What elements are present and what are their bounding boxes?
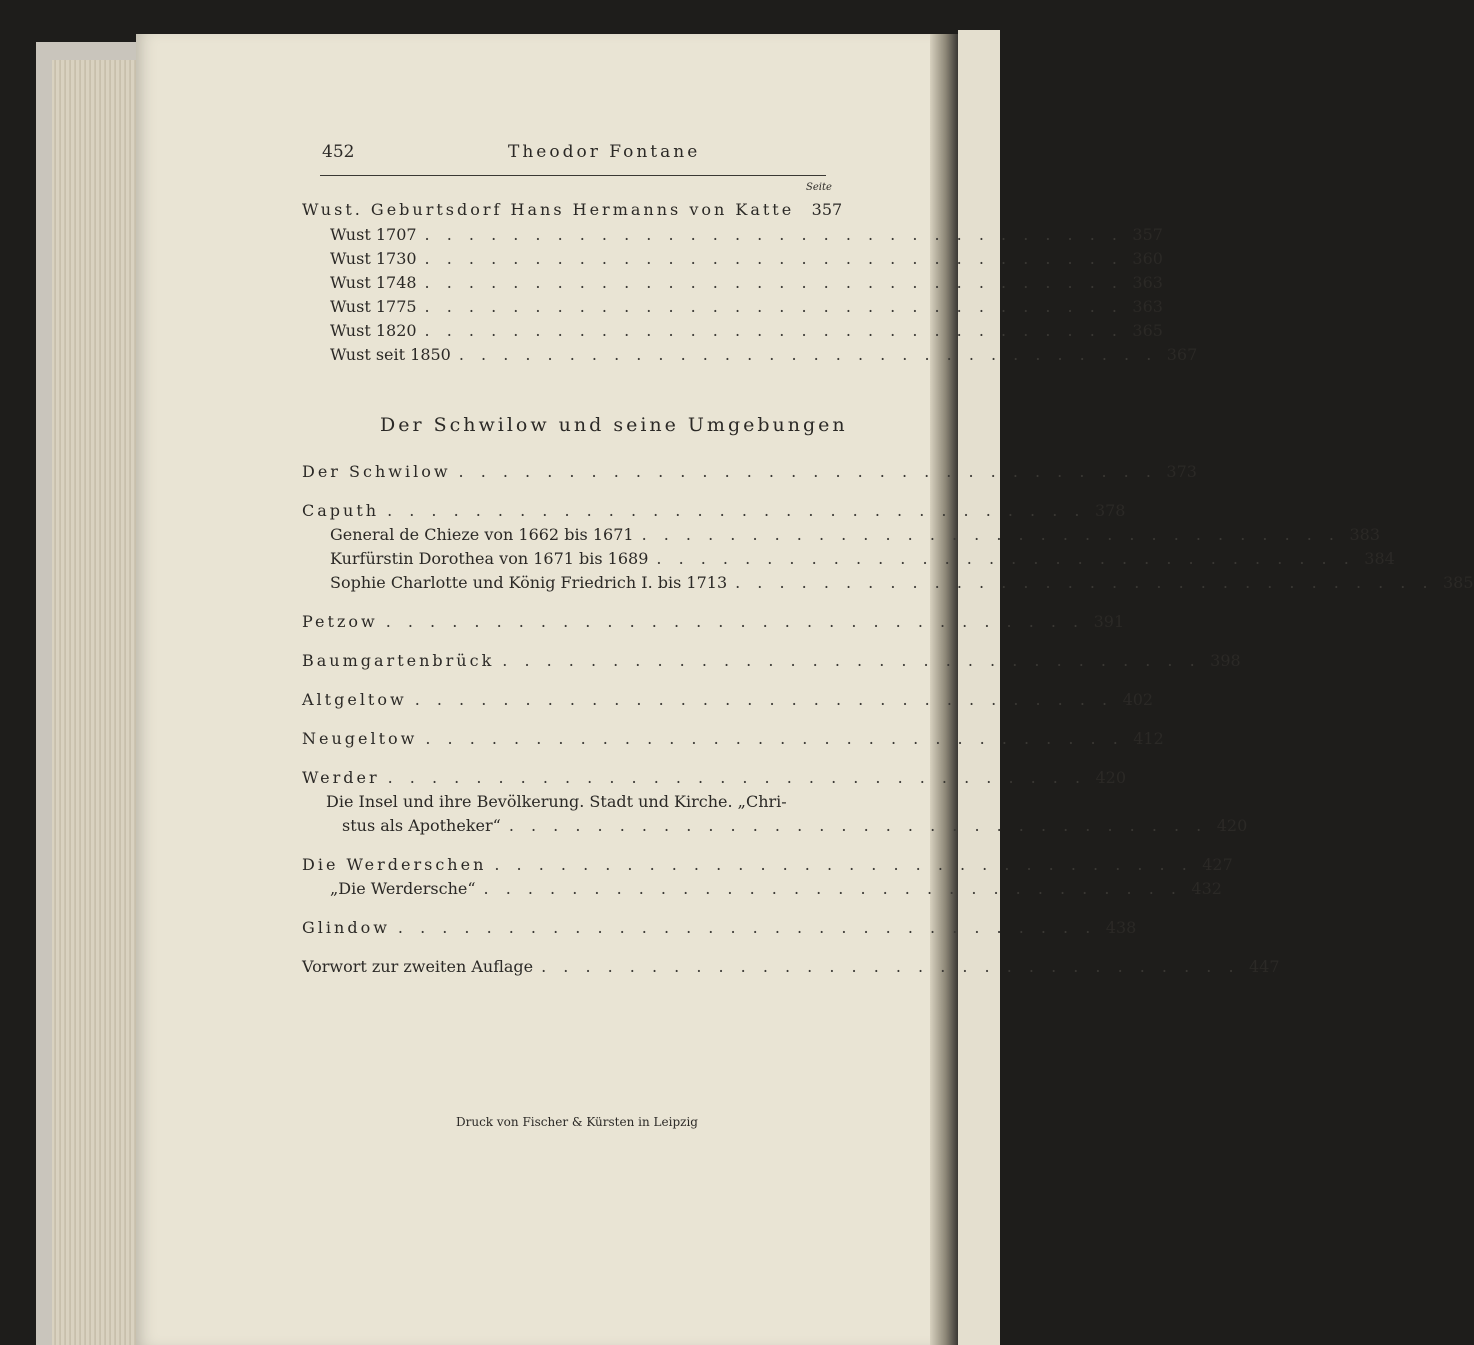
entry-page: 412 [1133,729,1164,748]
toc-entry [302,651,1241,675]
entry-title: Kurfürstin Dorothea von 1671 bis 1689 [330,549,649,568]
page-edges [52,60,136,1345]
entry-page: 447 [1248,957,1280,976]
entry-title: Die Werderschen [302,855,487,874]
printer-note: Druck von Fischer & Kürsten in Leipzig [456,1115,698,1129]
leader-dots: . . . . . . . . . . . . . . . . . . . . . . . . . . . . . . . . [641,525,1340,544]
toc-subentry [330,321,1163,345]
entry-page: 384 [1364,549,1395,568]
toc-entry [302,501,1126,525]
entry-title: Sophie Charlotte und König Friedrich I. bis 1713 [330,573,728,592]
running-head-author: Theodor Fontane [508,142,701,162]
entry-page: 420 [1216,816,1248,835]
entry-title: Wust seit 1850 [330,345,451,364]
entry-title: Wust 1730 [330,249,417,268]
entry-title: Baumgartenbrück [302,651,495,670]
leader-dots: . . . . . . . . . . . . . . . . . . . . . . . . . . . . . . . . [385,612,1085,631]
toc-entry [302,612,1125,636]
section-title: Der Schwilow und seine Umgebungen [380,414,848,436]
toc-entry [302,855,1233,879]
leader-dots: . . . . . . . . . . . . . . . . . . . . . . . . . . . . . . . . [414,690,1114,709]
entry-page: 365 [1132,321,1163,340]
toc-subentry [330,249,1163,273]
toc-entry [302,462,1197,486]
toc-subentry [330,297,1163,321]
leader-dots: . . . . . . . . . . . . . . . . . . . . . . . . . . . . . . . . [387,768,1087,787]
leader-dots: . . . . . . . . . . . . . . . . . . . . . . . . . . . . . . . . [735,573,1434,592]
toc-subentry [330,879,1222,903]
leader-dots: . . . . . . . . . . . . . . . . . . . . . . . . . . . . . . . . [425,729,1124,748]
entry-page: 385 [1443,573,1474,592]
leader-dots: . . . . . . . . . . . . . . . . . . . . . . . . . . . . . . . . [424,297,1123,316]
entry-page: 363 [1132,297,1163,316]
toc-subentry [330,525,1380,549]
entry-title: Wust. Geburtsdorf Hans Hermanns von Katte [302,200,795,219]
leader-dots: . . . . . . . . . . . . . . . . . . . . . . . . . . . . . . . . [387,501,1086,520]
toc-entry [302,690,1154,714]
toc-entry [302,729,1164,753]
toc-subentry [330,345,1198,369]
leader-dots: . . . . . . . . . . . . . . . . . . . . . . . . . . . . . . . . [508,816,1208,835]
entry-title: Neugeltow [302,729,418,748]
entry-page: 373 [1166,462,1197,481]
entry-page: 432 [1191,879,1222,898]
toc-subentry [342,816,1248,840]
entry-page: 363 [1132,273,1163,292]
entry-page: 398 [1210,651,1241,670]
entry-title: General de Chieze von 1662 bis 1671 [330,525,634,544]
leader-dots: . . . . . . . . . . . . . . . . . . . . . . . . . . . . . . . . [424,273,1123,292]
entry-title: „Die Werdersche“ [330,879,476,898]
toc-subentry [330,549,1395,573]
entry-page: 420 [1095,768,1127,787]
running-head [322,140,842,170]
header-rule [320,175,826,176]
entry-title: Vorwort zur zweiten Auflage [302,957,534,976]
leader-dots: . . . . . . . . . . . . . . . . . . . . . . . . . . . . . . . . [424,249,1123,268]
leader-dots: . . . . . . . . . . . . . . . . . . . . . . . . . . . . . . . . [458,345,1158,364]
leader-dots: . . . . . . . . . . . . . . . . . . . . . . . . . . . . . . . . [424,321,1123,340]
entry-page: 360 [1132,249,1163,268]
toc-entry [302,768,1127,792]
entry-page: 367 [1166,345,1198,364]
entry-title: stus als Apotheker“ [342,816,501,835]
entry-title: Wust 1707 [330,225,417,244]
leader-dots: . . . . . . . . . . . . . . . . . . . . . . . . . . . . . . . . [397,918,1097,937]
leader-dots: . . . . . . . . . . . . . . . . . . . . . . . . . . . . . . . . [424,225,1123,244]
entry-page: 357 [1132,225,1163,244]
leader-dots: . . . . . . . . . . . . . . . . . . . . . . . . . . . . . . . . [541,957,1240,976]
entry-title: Wust 1775 [330,297,417,316]
page-column-label: Seite [806,182,832,193]
leader-dots: . . . . . . . . . . . . . . . . . . . . . . . . . . . . . . . . [494,855,1193,874]
leader-dots: . . . . . . . . . . . . . . . . . . . . . . . . . . . . . . . . [656,549,1355,568]
entry-title: Wust 1820 [330,321,417,340]
entry-page: 383 [1349,525,1380,544]
toc-subentry [330,273,1163,297]
entry-page: 427 [1202,855,1233,874]
entry-title: Petzow [302,612,378,631]
entry-page: 438 [1105,918,1137,937]
entry-page: 402 [1122,690,1154,709]
entry-page: 378 [1094,501,1126,520]
entry-title: Glindow [302,918,390,937]
toc-entry [302,200,843,224]
toc-entry [302,957,1280,981]
entry-title: Caputh [302,501,380,520]
entry-page: 391 [1093,612,1125,631]
leader-dots: . . . . . . . . . . . . . . . . . . . . . . . . . . . . . . . . [483,879,1182,898]
toc-subentry [330,573,1474,597]
entry-title: Wust 1748 [330,273,417,292]
entry-title: Altgeltow [302,690,407,709]
entry-title: Werder [302,768,380,787]
entry-title: Der Schwilow [302,462,451,481]
toc-subentry [330,225,1163,249]
toc-entry [302,918,1137,942]
page-number: 452 [322,142,355,162]
leader-dots: . . . . . . . . . . . . . . . . . . . . . . . . . . . . . . . . [458,462,1157,481]
leader-dots: . . . . . . . . . . . . . . . . . . . . . . . . . . . . . . . . [502,651,1201,670]
toc-subentry-line: Die Insel und ihre Bevölkerung. Stadt und Kirche. „Chri- [326,792,787,811]
entry-page: 357 [811,200,843,219]
